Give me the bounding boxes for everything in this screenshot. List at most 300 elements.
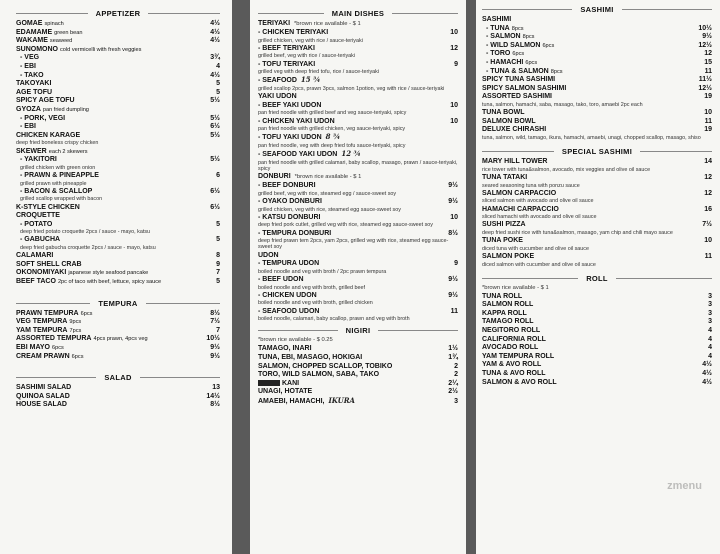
menu-item	[258, 388, 458, 397]
menu-item-name-group	[482, 301, 533, 310]
menu-item-name: SPICY SALMON SASHIMI	[482, 84, 567, 92]
menu-item	[16, 63, 220, 72]
menu-item	[258, 363, 458, 372]
menu-item-name-group	[482, 361, 541, 370]
menu-item-price: 4	[708, 352, 712, 360]
menu-item	[258, 102, 458, 117]
menu-item-description: deep fried pork cutlet, grilled veg with rice, steamed egg sauce-sweet soy	[258, 222, 433, 229]
menu-item	[258, 76, 458, 92]
menu-item-name: QUINOA SALAD	[16, 392, 70, 400]
menu-item	[16, 148, 220, 157]
menu-item-name: SALMON & AVO ROLL	[482, 378, 557, 386]
handwritten-note: 8 ¾	[325, 132, 341, 142]
menu-item-price: 16	[704, 205, 712, 213]
menu-item-description: deep fried boneless crispy chicken	[16, 140, 99, 147]
menu-item-name-group	[482, 370, 546, 379]
menu-item-row	[482, 221, 712, 230]
section-title-sashimi: SASHIMI	[482, 5, 712, 14]
menu-item-row	[16, 269, 220, 278]
menu-item	[482, 76, 712, 85]
menu-item-row	[482, 50, 712, 59]
menu-item-row	[16, 148, 220, 157]
menu-item-name: - BEEF DONBURI	[258, 182, 316, 190]
menu-item-row	[16, 72, 220, 81]
menu-item-row	[258, 308, 458, 317]
menu-item-description: grilled prawn with pineapple	[20, 180, 87, 187]
menu-item-row	[258, 380, 458, 389]
menu-item-price: 4½	[702, 370, 712, 378]
menu-item-description: seared seasoning tuna with ponzu sauce	[482, 182, 580, 189]
menu-item-row	[482, 353, 712, 362]
menu-item	[482, 190, 712, 205]
menu-item-price: 1¾	[448, 353, 458, 361]
menu-item-name-group	[16, 252, 53, 261]
menu-item-name: TAMAGO, INARI	[258, 345, 312, 353]
menu-item	[482, 221, 712, 236]
menu-item	[16, 54, 220, 63]
menu-item-price: 10½	[206, 335, 220, 343]
menu-item-name: OKONOMIYAKI	[16, 269, 67, 277]
menu-item-name-group	[16, 212, 60, 221]
menu-item	[258, 61, 458, 76]
menu-item-name: - BEEF YAKI UDON	[258, 101, 322, 109]
menu-item-price: 6½	[210, 203, 220, 211]
menu-item	[258, 118, 458, 133]
menu-item-price: 4½	[210, 28, 220, 36]
menu-item-price: 3	[454, 397, 458, 405]
menu-item-row	[482, 25, 712, 34]
menu-item-price: 9½	[210, 344, 220, 352]
menu-item-row	[16, 37, 220, 46]
menu-item	[16, 20, 220, 29]
section-title-tempura: TEMPURA	[16, 299, 220, 308]
menu-item-name-group	[482, 237, 523, 246]
menu-item-subtitle: cold vermicelli with fresh veggies	[60, 46, 142, 53]
menu-item-name-group	[258, 118, 335, 127]
menu-item-name: - WILD SALMON	[486, 41, 541, 49]
tempura-list	[16, 310, 220, 362]
menu-item-row	[258, 260, 458, 269]
menu-page-right	[476, 0, 720, 554]
menu-item	[16, 115, 220, 124]
menu-item	[16, 37, 220, 46]
menu-item-name-group	[482, 190, 556, 199]
menu-item-row	[16, 327, 220, 336]
menu-item-row	[482, 174, 712, 183]
menu-item-name-group	[258, 388, 312, 397]
menu-item-name: AVOCADO ROLL	[482, 344, 539, 352]
menu-item-name-group	[258, 308, 319, 317]
menu-item	[258, 380, 458, 389]
menu-item	[16, 106, 220, 115]
menu-item-name: AGE TOFU	[16, 88, 53, 96]
menu-item-name-group	[16, 353, 84, 362]
menu-item-name-group	[482, 126, 546, 135]
menu-item-row	[258, 150, 458, 160]
menu-item	[16, 384, 220, 393]
menu-item-name: - CHICKEN YAKI UDON	[258, 117, 335, 125]
menu-item-name: - CHICKEN UDON	[258, 291, 317, 299]
menu-item-name-group	[20, 63, 36, 72]
menu-item-price: 12	[450, 44, 458, 52]
menu-item-description: diced salmon with cucumber and olive oil sauce	[482, 261, 596, 268]
menu-item	[482, 370, 712, 379]
menu-item-name-group	[482, 174, 527, 183]
menu-item-price: 10	[450, 101, 458, 109]
menu-item-name-group	[16, 269, 148, 278]
menu-item-row	[258, 133, 458, 143]
menu-item-row	[16, 353, 220, 362]
menu-item-name: HAMACHI CARPACCIO	[482, 205, 559, 213]
menu-item-description: pan fried noodle with grilled calamari, baby scallop, masago, prawn / sauce-teriyaki, spicy	[258, 159, 458, 172]
menu-item	[16, 29, 220, 38]
menu-item	[482, 318, 712, 327]
menu-item-price: 10½	[698, 24, 712, 32]
menu-item-row	[258, 29, 458, 38]
menu-item-description: deep fried prawn tem 2pcs, yam 2pcs, grilled veg with rice, steamed egg sauce-sweet soy	[258, 238, 449, 251]
menu-item-price: 9	[216, 260, 220, 268]
menu-item	[16, 344, 220, 353]
menu-item-price: 9½	[448, 275, 458, 283]
menu-item-name-group	[258, 292, 317, 301]
menu-item	[482, 126, 712, 141]
menu-item-name-group	[16, 132, 80, 141]
menu-item-name: TAKOYAKI	[16, 80, 52, 88]
menu-item-name: BEEF TACO	[16, 278, 56, 286]
menu-item-subtitle: 2pc of taco with beef, lettuce, spicy sauce	[57, 279, 162, 286]
menu-item-row	[16, 106, 220, 115]
menu-item-row	[482, 190, 712, 199]
menu-item-price: 7½	[702, 221, 712, 229]
menu-item-price: 2	[454, 371, 458, 379]
menu-item	[16, 212, 220, 221]
menu-item-subtitle: each 2 skewers	[48, 148, 88, 155]
menu-item-price: 4	[216, 62, 220, 70]
menu-item-name-group	[16, 97, 75, 106]
menu-item-price: 2½	[448, 388, 458, 396]
menu-item-description: tuna, salmon, wild, tamago, ikura, hamachi, amaebi, unagi, chopped scallop, masago, shiso	[482, 134, 701, 141]
menu-item-name-group	[16, 384, 71, 393]
menu-item-row	[258, 345, 458, 354]
menu-item-name: - BEEF TERIYAKI	[258, 44, 315, 52]
menu-item-row	[258, 354, 458, 363]
menu-item-price: 9½	[448, 182, 458, 190]
menu-item-name: - SEAFOOD UDON	[258, 307, 320, 315]
menu-item-name-group	[20, 123, 36, 132]
menu-item-row	[16, 310, 220, 319]
menu-item-name-group	[258, 45, 315, 54]
menu-item-price: 13	[212, 384, 220, 392]
section-title-special-sashimi: SPECIAL SASHIMI	[482, 147, 712, 156]
menu-item	[482, 25, 712, 34]
menu-item-subtitle: seaweed	[49, 38, 73, 45]
menu-item-name: CROQUETTE	[16, 212, 60, 220]
menu-item-name: PRAWN TEMPURA	[16, 309, 79, 317]
menu-item-description: boiled noodle and veg with broth, grilled chicken	[258, 300, 373, 307]
menu-item	[16, 188, 220, 203]
section-title-main-dishes: MAIN DISHES	[258, 9, 458, 18]
menu-item-row	[258, 388, 458, 397]
menu-item-row	[258, 198, 458, 207]
menu-item-description: grilled scallop 2pcs, prawn 3pcs, salmon 1potion, veg with rice / sauce-teriyaki	[258, 85, 445, 92]
menu-item-price: 4	[708, 335, 712, 343]
menu-item-name: TUNA BOWL	[482, 109, 525, 117]
menu-item-name-group	[482, 221, 526, 230]
menu-item-name: - TEMPURA UDON	[258, 260, 320, 268]
menu-item-row	[16, 172, 220, 181]
menu-item-name-group	[258, 363, 392, 372]
menu-item-price: 5	[216, 220, 220, 228]
menu-item-description: grilled chicken with green onion	[20, 164, 96, 171]
udon-heading: UDON	[258, 251, 279, 259]
menu-item-description: grilled beef, veg with rice / sauce-teriyaki	[258, 53, 356, 60]
menu-item-name-group	[482, 318, 534, 327]
menu-item-subtitle: 8pcs	[511, 25, 524, 32]
menu-item	[482, 109, 712, 118]
menu-item-price: 5½	[210, 131, 220, 139]
menu-item-name-group	[258, 371, 379, 380]
menu-item-price: 3¾	[210, 54, 220, 62]
menu-item-price: 7	[216, 269, 220, 277]
menu-item-row	[482, 85, 712, 94]
menu-item-row	[482, 370, 712, 379]
menu-item-name-group	[482, 109, 525, 118]
menu-item-name-group	[258, 345, 312, 354]
menu-item-name-group	[16, 335, 148, 344]
nigiri-list	[258, 345, 458, 406]
scribble-mark	[258, 380, 280, 386]
menu-item-name: - TEMPURA DONBURI	[258, 229, 332, 237]
menu-item-row	[482, 33, 712, 42]
menu-item-subtitle: 6pcs	[80, 310, 93, 317]
menu-item-price: 7	[216, 326, 220, 334]
menu-item	[482, 379, 712, 388]
menu-item-row	[16, 46, 220, 55]
menu-item-name-group	[20, 221, 52, 230]
menu-item-name-group	[16, 106, 89, 115]
menu-item-price: 19	[704, 126, 712, 134]
menu-item-name-group	[258, 354, 362, 363]
salad-list	[16, 384, 220, 410]
menu-item	[258, 150, 458, 172]
menu-item-price: 10	[450, 213, 458, 221]
donburi-heading: DONBURI *brown rice available - $ 1	[258, 173, 362, 181]
menu-item	[258, 133, 458, 149]
menu-item-name: SPICY TUNA SASHIMI	[482, 76, 556, 84]
menu-item-price: 11	[704, 252, 712, 260]
menu-item-row	[482, 336, 712, 345]
menu-item	[482, 33, 712, 42]
menu-item	[16, 278, 220, 287]
menu-item-price: 11½	[698, 76, 712, 84]
menu-item-name: - SEAFOOD	[258, 77, 297, 85]
menu-item-name-group	[20, 156, 57, 165]
menu-item-price: 12	[704, 189, 712, 197]
menu-item-name-group	[258, 260, 319, 269]
menu-item	[258, 214, 458, 229]
menu-item	[16, 204, 220, 213]
menu-item-row	[16, 393, 220, 402]
menu-item-subtitle: 7pcs	[69, 327, 82, 334]
menu-item-row	[482, 379, 712, 388]
menu-item-name-group	[486, 59, 537, 68]
menu-item-name-group	[486, 25, 524, 34]
menu-item	[258, 371, 458, 380]
menu-item-name: - TOFU YAKI UDON	[258, 134, 322, 142]
menu-item-price: 4	[708, 327, 712, 335]
menu-item	[258, 182, 458, 197]
menu-item-price: 14	[704, 158, 712, 166]
menu-item-price: 11	[450, 307, 458, 315]
menu-item-name: K-STYLE CHICKEN	[16, 203, 80, 211]
menu-item-name-group	[482, 253, 534, 262]
menu-item-name: TUNA, EBI, MASAGO, HOKIGAI	[258, 353, 363, 361]
menu-item-description: sliced hamachi with avocado and olive oil sauce	[482, 214, 597, 221]
menu-item-name-group	[258, 230, 331, 239]
menu-item-name: YAM & AVO ROLL	[482, 361, 542, 369]
menu-item	[258, 345, 458, 354]
menu-item-description: pan fried noodle, veg with deep fried tofu sauce-teriyaki, spicy	[258, 142, 406, 149]
menu-item-price: 2¼	[448, 379, 458, 387]
menu-item-name-group	[20, 115, 65, 124]
menu-item-name: - OYAKO DONBURI	[258, 197, 322, 205]
menu-item-name-group	[486, 68, 563, 77]
menu-item-name-group	[482, 93, 552, 102]
menu-item-name: CREAM PRAWN	[16, 352, 70, 360]
menu-item-name: CHICKEN KARAGE	[16, 131, 81, 139]
menu-item-subtitle: 8pcs	[522, 34, 535, 41]
menu-item-name: GOMAE	[16, 20, 43, 27]
menu-item-price: 2	[454, 362, 458, 370]
menu-item	[482, 174, 712, 189]
yaki-udon-list	[258, 102, 458, 172]
menu-item	[16, 80, 220, 89]
menu-item-name: - TUNA & SALMON	[486, 67, 549, 75]
menu-item-name-group	[486, 33, 534, 42]
menu-item-row	[16, 63, 220, 72]
menu-item	[258, 354, 458, 363]
menu-item-price: 3	[708, 318, 712, 326]
menu-item	[482, 310, 712, 319]
menu-item	[16, 221, 220, 236]
menu-item-name-group	[20, 188, 92, 197]
menu-item-description: grilled veg with deep fried tofu, rice / sauce-teriyaki	[258, 69, 380, 76]
menu-item-description: grilled scallop wrapped with bacon	[20, 196, 103, 203]
menu-item-row	[258, 45, 458, 54]
menu-item	[258, 276, 458, 291]
section-title-appetizer: APPETIZER	[16, 9, 220, 18]
menu-item-price: 6½	[210, 123, 220, 131]
menu-item	[16, 310, 220, 319]
menu-item-row	[258, 102, 458, 111]
menu-item-name-group	[258, 182, 316, 191]
menu-item-row	[16, 278, 220, 287]
menu-item	[258, 292, 458, 307]
menu-item-name: - TORO	[486, 50, 511, 58]
menu-item-name-group	[16, 327, 81, 336]
menu-item-row	[258, 182, 458, 191]
menu-item	[16, 318, 220, 327]
menu-item-price: 9½	[448, 291, 458, 299]
menu-item-description: sliced salmon with avocado and olive oil sauce	[482, 198, 594, 205]
menu-item-name-group	[16, 46, 141, 55]
menu-item-description: grilled chicken, veg with rice / sauce-teriyaki	[258, 37, 363, 44]
menu-item-name: - EBI	[20, 62, 36, 70]
yaki-udon-heading: YAKI UDON	[258, 93, 297, 101]
menu-item-row	[16, 80, 220, 89]
menu-item-row	[482, 118, 712, 127]
menu-item-name-group	[482, 158, 547, 167]
menu-item-subtitle: green bean	[54, 29, 83, 36]
menu-item-name-group	[16, 37, 72, 46]
menu-item-name: NEGITORO ROLL	[482, 327, 541, 335]
menu-item-name-group	[482, 293, 522, 302]
menu-item-name-group	[16, 29, 82, 38]
menu-item-row	[482, 318, 712, 327]
menu-item-row	[482, 253, 712, 262]
menu-item-description: tuna, salmon, hamachi, saba, masago, tako, toro, amaebi 2pc each	[482, 101, 643, 108]
menu-item-name-group	[482, 344, 538, 353]
menu-item-row	[16, 29, 220, 38]
menu-item-description: deep fried sushi rice with tuna&salmon, masago, yam chip and chili mayo sauce	[482, 229, 673, 236]
menu-item-row	[16, 188, 220, 197]
menu-item	[16, 327, 220, 336]
menu-item-row	[482, 93, 712, 102]
menu-item-price: 12½	[698, 41, 712, 49]
menu-item	[16, 123, 220, 132]
menu-item-price: 12½	[698, 84, 712, 92]
menu-item-price: 8½	[210, 309, 220, 317]
menu-item-price: 1½	[448, 345, 458, 353]
menu-item	[258, 198, 458, 213]
menu-item-price: 5½	[210, 114, 220, 122]
menu-item-name-group	[258, 198, 322, 207]
menu-item-name: SASHIMI SALAD	[16, 384, 72, 392]
menu-item	[16, 252, 220, 261]
menu-item-row	[482, 237, 712, 246]
menu-item-name-group	[16, 261, 82, 270]
menu-item	[16, 132, 220, 147]
menu-item-price: 10	[704, 109, 712, 117]
menu-item-price: 4½	[210, 71, 220, 79]
menu-page-middle	[250, 0, 466, 554]
menu-item-name: SUNOMONO	[16, 45, 58, 53]
menu-item-name-group	[20, 236, 60, 245]
menu-item-name-group	[20, 72, 44, 81]
section-title-salad: SALAD	[16, 373, 220, 382]
menu-item	[482, 68, 712, 77]
menu-item-price: 6	[216, 171, 220, 179]
menu-item	[258, 397, 458, 407]
menu-item	[258, 45, 458, 60]
menu-item-row	[482, 59, 712, 68]
menu-item-price: 4½	[210, 37, 220, 45]
menu-item-price: 9½	[210, 352, 220, 360]
menu-item-name: - BACON & SCALLOP	[20, 187, 93, 195]
menu-item-subtitle: japanese style seafood pancake	[68, 270, 149, 277]
menu-item-row	[16, 20, 220, 29]
menu-item	[258, 29, 458, 44]
menu-item-name-group	[258, 150, 361, 160]
menu-item-description: pan fried noodle with grilled beef and veg sauce-teriyaki, spicy	[258, 110, 407, 117]
menu-item	[16, 97, 220, 106]
menu-item-price: 11	[704, 117, 712, 125]
menu-item-name: ASSORTED SASHIMI	[482, 93, 553, 101]
menu-item	[16, 156, 220, 171]
menu-item-name-group	[16, 318, 81, 327]
menu-item-description: grilled chicken, veg with rice, steamed egg sauce-sweet soy	[258, 206, 401, 213]
menu-item-row	[16, 54, 220, 63]
